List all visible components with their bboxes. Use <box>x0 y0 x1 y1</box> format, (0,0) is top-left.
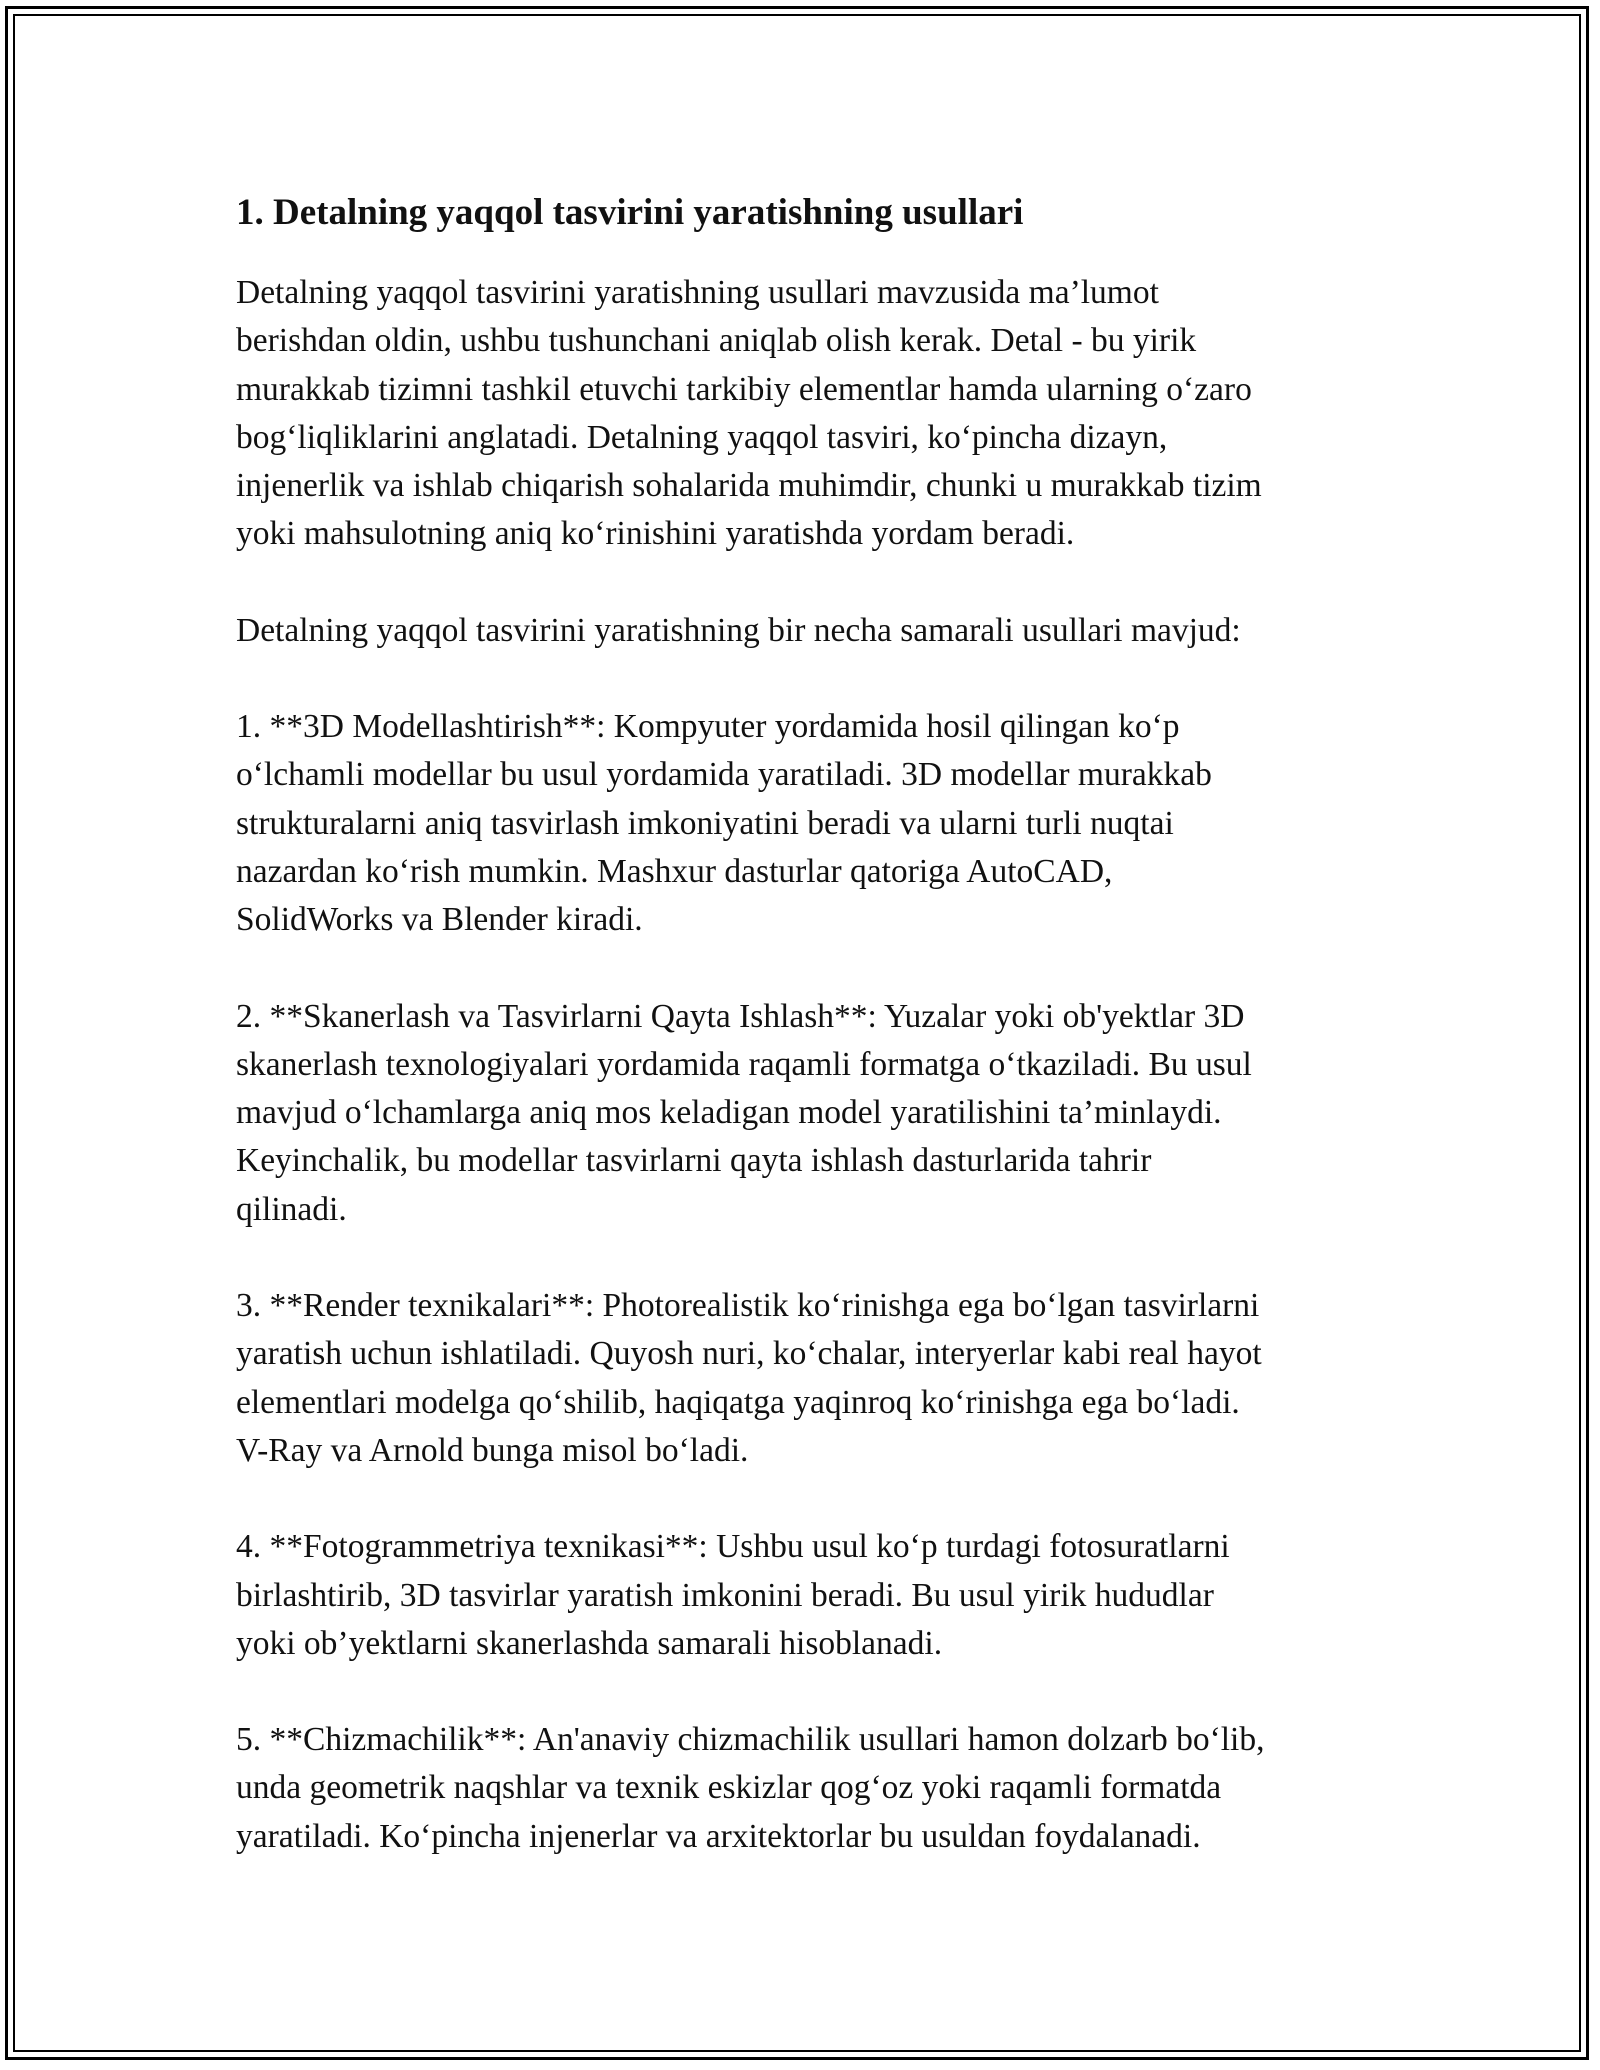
method-item-3d-modelling: 1. **3D Modellashtirish**: Kompyuter yordamida hosil qilingan ko‘p o‘lchamli modellar bu usul yordamida yaratiladi. 3D modellar murakkab strukturalarni aniq tasvirlash imkoniyatini beradi va ularni turli nuqtai nazardan ko‘rish mumkin. Mashxur dasturlar qatoriga AutoCAD, SolidWorks va Blender kiradi. <box>236 708 1212 939</box>
method-item-drafting: 5. **Chizmachilik**: An'anaviy chizmachilik usullari hamon dolzarb bo‘lib, unda geometrik naqshlar va texnik eskizlar qog‘oz yoki raqamli formatda yaratiladi. Ko‘pincha injenerlar va arxitektorlar bu usuldan foydalanadi. <box>236 1721 1265 1855</box>
methods-lead-paragraph: Detalning yaqqol tasvirini yaratishning bir necha samarali usullari mavjud: <box>236 611 1241 649</box>
document-title: 1. Detalning yaqqol tasvirini yaratishning usullari <box>236 192 1024 233</box>
method-item-scanning: 2. **Skanerlash va Tasvirlarni Qayta Ishlash**: Yuzalar yoki ob'yektlar 3D skanerlash texnologiyalari yordamida raqamli formatga o‘tkaziladi. Bu usul mavjud o‘lchamlarga aniq mos keladigan model yaratilishini ta’minlaydi. Keyinchalik, bu modellar tasvirlarni qayta ishlash dasturlarida tahrir qilinadi. <box>236 997 1252 1228</box>
method-item-render: 3. **Render texnikalari**: Photorealistik ko‘rinishga ega bo‘lgan tasvirlarni yaratish uchun ishlatiladi. Quyosh nuri, ko‘chalar, interyerlar kabi real hayot elementlari modelga qo‘shilib, haqiqatga yaqinroq ko‘rinishga ega bo‘ladi. V-Ray va Arnold bunga misol bo‘ladi. <box>236 1287 1262 1469</box>
method-item-photogrammetry: 4. **Fotogrammetriya texnikasi**: Ushbu usul ko‘p turdagi fotosuratlarni birlashtirib, 3D tasvirlar yaratish imkonini beradi. Bu usul yirik hududlar yoki ob’yektlarni skanerlashda samarali hisoblanadi. <box>236 1528 1230 1662</box>
intro-paragraph: Detalning yaqqol tasvirini yaratishning usullari mavzusida ma’lumot berishdan oldin, ushbu tushunchani aniqlab olish kerak. Detal - bu yirik murakkab tizimni tashkil etuvchi tarkibiy elementlar hamda ularning o‘zaro bog‘liqliklarini anglatadi. Detalning yaqqol tasviri, ko‘pincha dizayn, injenerlik va ishlab chiqarish sohalarida muhimdir, chunki u murakkab tizim yoki mahsulotning aniq ko‘rinishini yaratishda yordam beradi. <box>236 274 1262 553</box>
document-body <box>236 185 1396 1909</box>
